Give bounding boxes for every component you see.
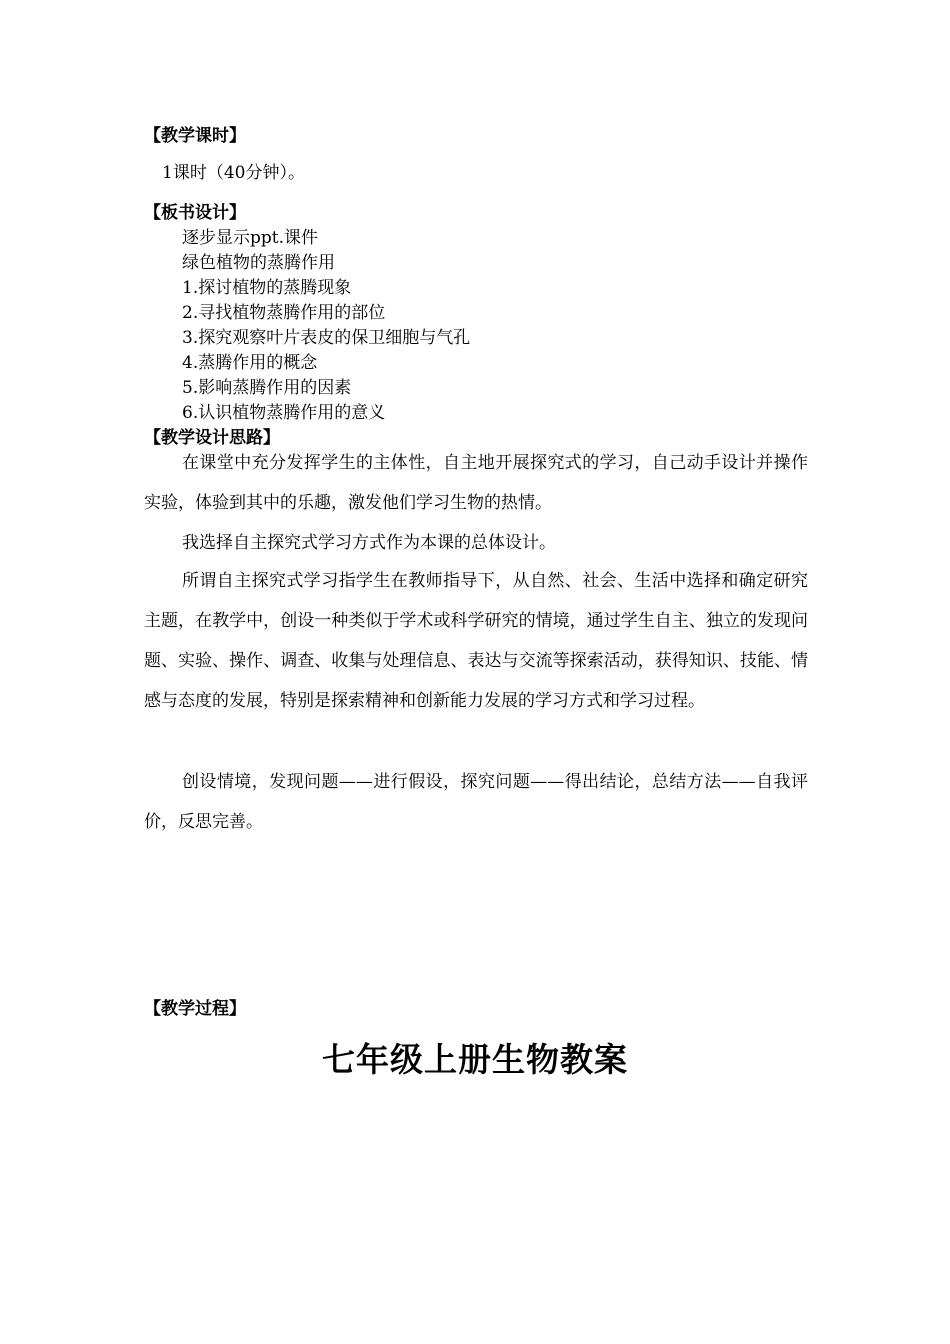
design-paragraph: 在课堂中充分发挥学生的主体性，自主地开展探究式的学习，自己动手设计并操作实验，体验到其中的乐趣，激发他们学习生物的热情。 bbox=[144, 453, 808, 513]
design-paragraph: 所谓自主探究式学习指学生在教师指导下，从自然、社会、生活中选择和确定研究主题，在教学中，创设一种类似于学术或科学研究的情境，通过学生自主、独立的发现问题、实验、操作、调查、收集与处理信息、表达与交流等探索活动，获得知识、技能、情感与态度的发展，特别是探索精神和创新能力发展的学习方式和学习过程。 bbox=[144, 571, 808, 711]
section-heading-hours: 【教学课时】 bbox=[144, 126, 246, 146]
board-line: 4.蒸腾作用的概念 bbox=[182, 353, 318, 373]
document-title: 七年级上册生物教案 bbox=[322, 1040, 628, 1079]
board-line: 1.探讨植物的蒸腾现象 bbox=[182, 278, 352, 298]
board-line: 逐步显示ppt.课件 bbox=[182, 228, 318, 248]
design-paragraph: 我选择自主探究式学习方式作为本课的总体设计。 bbox=[182, 533, 556, 553]
board-line: 5.影响蒸腾作用的因素 bbox=[182, 378, 352, 398]
design-paragraph: 创设情境，发现问题——进行假设，探究问题——得出结论，总结方法——自我评价，反思完善。 bbox=[144, 772, 808, 832]
section-heading-design: 【教学设计思路】 bbox=[144, 428, 280, 448]
section-heading-process: 【教学过程】 bbox=[144, 999, 246, 1019]
board-line: 绿色植物的蒸腾作用 bbox=[182, 253, 335, 273]
hours-text: 1课时（40分钟）。 bbox=[162, 163, 305, 183]
section-heading-board: 【板书设计】 bbox=[144, 203, 246, 223]
board-line: 2.寻找植物蒸腾作用的部位 bbox=[182, 303, 386, 323]
board-line: 3.探究观察叶片表皮的保卫细胞与气孔 bbox=[182, 328, 471, 348]
board-line: 6.认识植物蒸腾作用的意义 bbox=[182, 403, 386, 423]
